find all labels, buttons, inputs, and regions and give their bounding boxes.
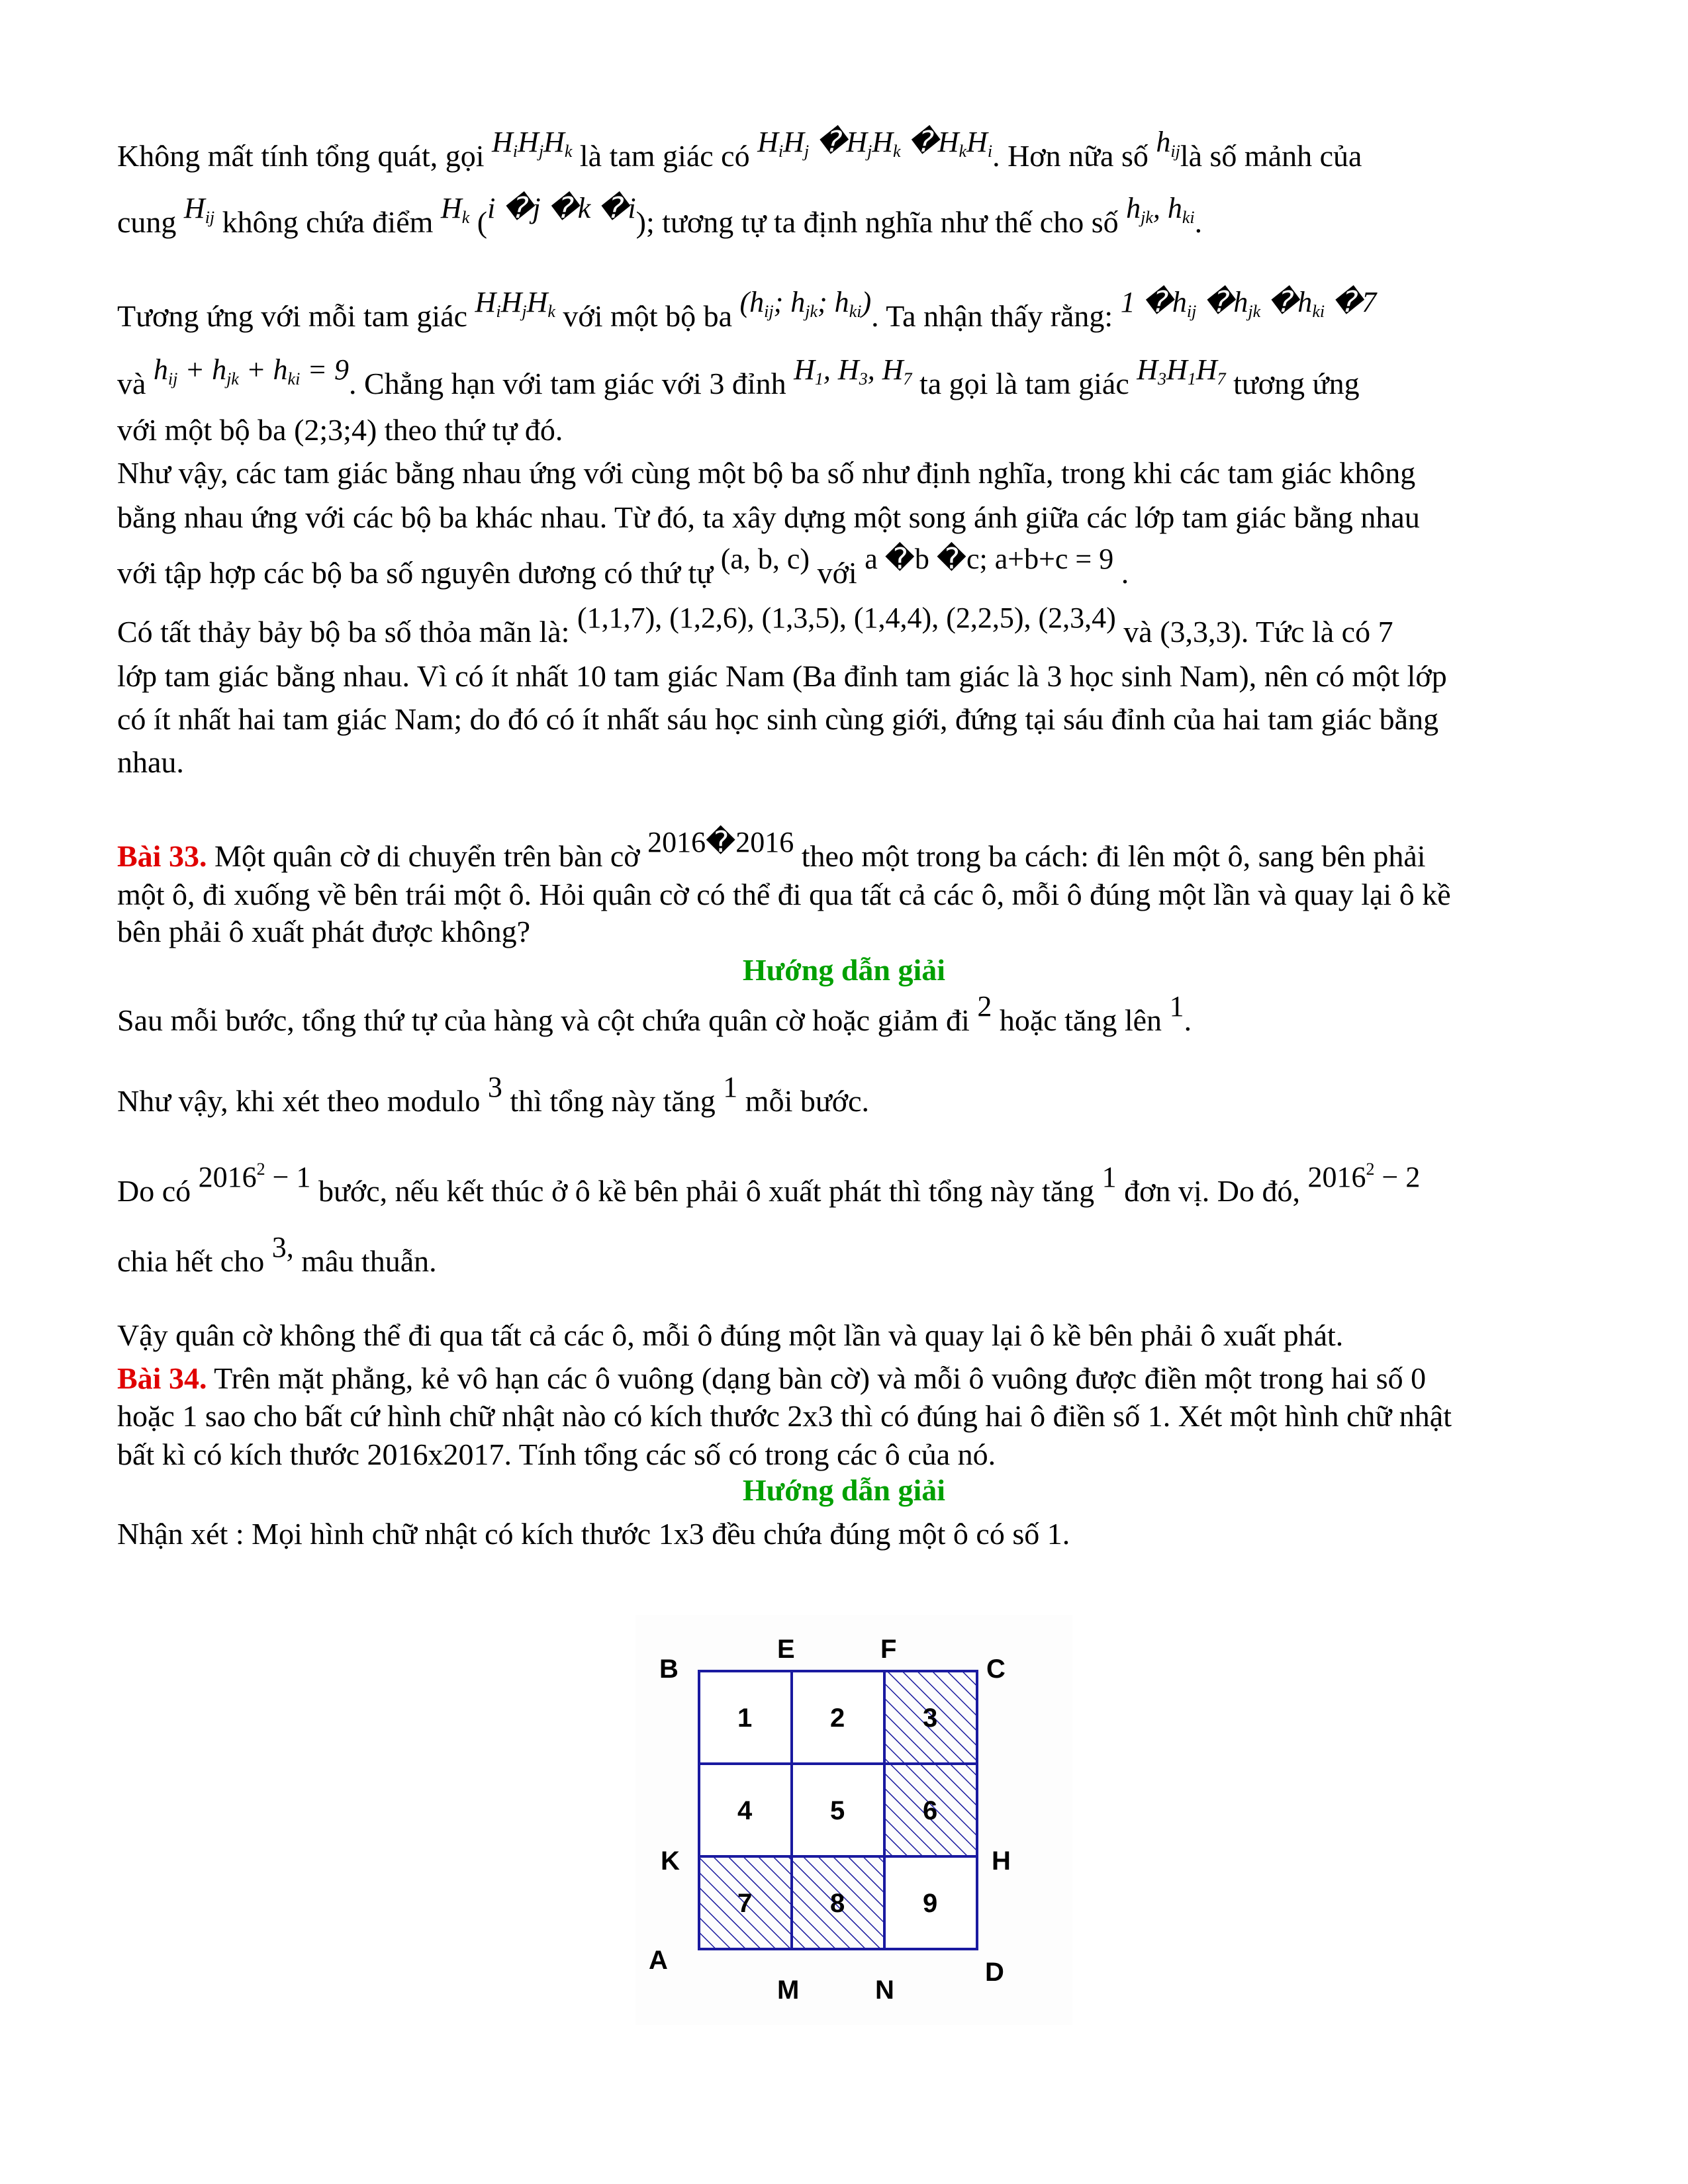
cell-number: 7 xyxy=(737,1889,753,1918)
label-A: A xyxy=(649,1946,668,1975)
text-segment: Có tất thảy bảy bộ ba số thỏa mãn là: xyxy=(117,615,577,649)
text-segment: đơn vị. Do đó, xyxy=(1116,1174,1308,1208)
text-segment: Không mất tính tổng quát, gọi xyxy=(117,139,492,173)
math-subscript xyxy=(1182,192,1195,227)
math-expression: H xyxy=(500,286,522,318)
subscript: 1 xyxy=(814,369,823,388)
text-segment: Sau mỗi bước, tổng thứ tự của hàng và cột chứa quân cờ hoặc giảm đi xyxy=(117,1003,978,1037)
text-segment: là tam giác có xyxy=(572,139,758,173)
problem-label: Bài 34. xyxy=(117,1361,207,1395)
subscript: i xyxy=(496,302,501,321)
text-segment: . Hơn nữa số xyxy=(992,139,1156,173)
text-segment: với xyxy=(810,556,865,590)
subscript: k xyxy=(893,142,901,161)
math-expression: H xyxy=(183,192,205,224)
subscript: ij xyxy=(1170,142,1180,161)
math-expression: H xyxy=(475,286,496,318)
text-line xyxy=(117,410,563,450)
text-line xyxy=(117,875,1451,915)
text-segment: . xyxy=(1194,205,1203,239)
subscript: ki xyxy=(1312,302,1325,321)
subscript: 7 xyxy=(1217,369,1226,388)
subscript: ki xyxy=(849,302,862,321)
text-segment: Trên mặt phẳng, kẻ vô hạn các ô vuông (dạng bàn cờ) và mỗi ô vuông được điền một trong hai số 0 xyxy=(207,1361,1427,1395)
math-subscript xyxy=(547,286,555,321)
superscript: 2 xyxy=(1366,1160,1375,1179)
text-segment: . Chẳng hạn với tam giác với 3 đỉnh xyxy=(349,367,794,400)
problem-label: Bài 33. xyxy=(117,839,207,873)
solution-heading-33: Hướng dẫn giải xyxy=(742,953,946,987)
subscript: ij xyxy=(764,302,774,321)
text-segment: chia hết cho xyxy=(117,1244,272,1278)
text-segment: nhau. xyxy=(117,745,184,779)
subscript: k xyxy=(461,208,470,227)
math-expression: − 2 xyxy=(1374,1161,1421,1193)
label-K: K xyxy=(661,1846,680,1876)
subscript: jk xyxy=(1248,302,1261,321)
math-subscript xyxy=(1217,353,1226,386)
math-expression: , h xyxy=(1152,192,1182,224)
subscript: j xyxy=(867,142,872,161)
math-subscript xyxy=(987,126,993,161)
text-line xyxy=(117,498,1420,537)
subscript: j xyxy=(522,302,527,321)
math-expression: ; h xyxy=(818,286,849,318)
text-segment: . xyxy=(1113,556,1129,590)
math-expression: 1 xyxy=(1102,1161,1117,1193)
math-subscript xyxy=(1186,286,1197,321)
text-segment: lớp tam giác bằng nhau. Vì có ít nhất 10 tam giác Nam (Ba đỉnh tam giác là 3 học sinh Nam), nên có một lớp xyxy=(117,659,1447,693)
subscript: i xyxy=(512,142,518,161)
text-line xyxy=(117,286,1377,346)
math-subscript xyxy=(512,126,518,161)
math-expression: h xyxy=(1156,126,1171,158)
math-expression: h xyxy=(1126,192,1141,224)
math-superscript xyxy=(257,1161,265,1193)
math-expression: �h xyxy=(1260,286,1313,318)
text-line xyxy=(117,1160,1421,1212)
text-line xyxy=(117,1231,437,1282)
text-line xyxy=(117,126,1362,186)
math-expression: H xyxy=(1166,353,1188,386)
math-expression: �H xyxy=(900,126,959,158)
text-segment: là số mảnh của xyxy=(1180,139,1362,173)
math-subscript xyxy=(288,353,301,386)
math-subscript xyxy=(496,286,501,321)
text-line xyxy=(117,1435,996,1475)
math-expression: (a, b, c) xyxy=(720,543,810,575)
math-expression: �7 xyxy=(1325,286,1377,318)
math-subscript xyxy=(893,126,901,161)
text-segment: một ô, đi xuống về bên trái một ô. Hỏi quân cờ có thể đi qua tất cả các ô, mỗi ô đúng một lần và quay lại ô kề xyxy=(117,878,1451,911)
text-segment: ( xyxy=(469,205,488,239)
text-line xyxy=(117,1359,1426,1398)
math-expression: 3, xyxy=(271,1231,294,1263)
subscript: jk xyxy=(226,369,239,388)
subscript: 3 xyxy=(859,369,868,388)
subscript: j xyxy=(804,142,810,161)
label-C: C xyxy=(986,1655,1006,1684)
math-expression: (1,1,7), (1,2,6), (1,3,5), (1,4,4), (2,2,5), (2,3,4) xyxy=(577,602,1116,634)
text-line xyxy=(117,1071,870,1122)
text-segment: Do có xyxy=(117,1174,199,1208)
subscript: k xyxy=(564,142,573,161)
subscript: k xyxy=(547,302,555,321)
math-subscript xyxy=(1248,286,1261,321)
math-expression: 2016 xyxy=(1307,1161,1366,1193)
math-expression: H xyxy=(794,353,815,386)
text-segment: tương ứng xyxy=(1225,367,1360,400)
cell-number: 9 xyxy=(923,1889,938,1918)
text-line xyxy=(117,543,1129,594)
text-segment: mỗi bước. xyxy=(737,1084,870,1118)
subscript: ki xyxy=(1182,208,1195,227)
subscript: j xyxy=(538,142,544,161)
text-segment: Như vậy, các tam giác bằng nhau ứng với cùng một bộ ba số như định nghĩa, trong khi các tam giác không xyxy=(117,456,1416,490)
math-expression: H xyxy=(526,286,548,318)
math-expression: H xyxy=(783,126,804,158)
math-expression: + h xyxy=(238,353,288,386)
math-subscript xyxy=(805,286,818,321)
math-subscript xyxy=(903,353,912,386)
text-segment: . Ta nhận thấy rằng: xyxy=(871,299,1121,333)
text-line xyxy=(117,657,1447,696)
cell-number: 1 xyxy=(737,1704,753,1733)
label-D: D xyxy=(985,1958,1004,1987)
math-subscript xyxy=(849,286,862,321)
text-line xyxy=(117,912,530,952)
math-subscript xyxy=(461,192,470,227)
math-subscript xyxy=(226,353,239,386)
text-line xyxy=(117,1316,1343,1355)
math-subscript xyxy=(538,126,544,161)
text-line xyxy=(117,990,1192,1041)
text-segment: mâu thuẫn. xyxy=(293,1244,437,1278)
text-segment: ); tương tự ta định nghĩa như thế cho số xyxy=(635,205,1127,239)
math-subscript xyxy=(1312,286,1325,321)
math-expression: �h xyxy=(1196,286,1248,318)
math-expression: h xyxy=(153,353,168,386)
math-expression: − 1 xyxy=(265,1161,311,1193)
text-segment: Như vậy, khi xét theo modulo xyxy=(117,1084,488,1118)
math-subscript xyxy=(205,192,215,227)
text-segment: hoặc tăng lên xyxy=(992,1003,1170,1037)
math-expression: a �b �c; a+b+c = 9 xyxy=(865,543,1114,575)
label-H: H xyxy=(992,1846,1011,1876)
subscript: ij xyxy=(167,369,178,388)
math-expression: , H xyxy=(823,353,859,386)
cell-number: 8 xyxy=(830,1889,845,1918)
text-segment: cung xyxy=(117,205,184,239)
text-line xyxy=(117,1514,1070,1554)
math-expression: H xyxy=(757,126,778,158)
cell-number: 5 xyxy=(830,1796,845,1825)
text-segment: theo một trong ba cách: đi lên một ô, sang bên phải xyxy=(794,839,1426,873)
cell-number: 4 xyxy=(737,1796,753,1825)
text-segment: . xyxy=(1184,1003,1192,1037)
math-expression: H xyxy=(440,192,462,224)
math-subscript xyxy=(564,126,573,161)
text-line xyxy=(117,826,1426,877)
text-segment: bên phải ô xuất phát được không? xyxy=(117,915,531,948)
text-line xyxy=(117,453,1415,493)
math-subscript xyxy=(1188,353,1196,386)
math-expression: , H xyxy=(867,353,904,386)
text-segment: không chứa điểm xyxy=(214,205,441,239)
text-line xyxy=(117,700,1438,739)
subscript: ki xyxy=(287,369,301,388)
text-segment: Nhận xét : Mọi hình chữ nhật có kích thước 1x3 đều chứa đúng một ô có số 1. xyxy=(117,1517,1070,1551)
text-segment: ta gọi là tam giác xyxy=(912,367,1137,400)
text-line xyxy=(117,743,184,782)
text-segment: với một bộ ba (2;3;4) theo thứ tự đó. xyxy=(117,413,563,447)
label-F: F xyxy=(880,1635,897,1664)
cell-number: 3 xyxy=(923,1704,938,1733)
math-expression: 2016 xyxy=(198,1161,257,1193)
cell-number: 6 xyxy=(923,1796,938,1825)
subscript: ij xyxy=(205,208,215,227)
text-segment: thì tổng này tăng xyxy=(502,1084,724,1118)
math-expression: 2016�2016 xyxy=(647,826,794,858)
math-subscript xyxy=(959,126,967,161)
subscript: 1 xyxy=(1187,369,1196,388)
grid-figure xyxy=(635,1615,1072,2025)
text-segment: và (3,3,3). Tức là có 7 xyxy=(1115,615,1393,649)
math-expression: H xyxy=(1196,353,1217,386)
text-line xyxy=(117,1396,1452,1436)
subscript: i xyxy=(987,142,993,161)
text-segment: và xyxy=(117,367,154,400)
math-subscript xyxy=(1170,126,1180,161)
math-expression: ; h xyxy=(773,286,806,318)
text-segment: với một bộ ba xyxy=(555,299,740,333)
math-expression: + h xyxy=(177,353,227,386)
math-superscript xyxy=(1366,1161,1375,1193)
label-N: N xyxy=(875,1976,894,2005)
math-expression: 1 xyxy=(723,1071,738,1103)
text-segment: Một quân cờ di chuyển trên bàn cờ xyxy=(207,839,648,873)
text-segment: bước, nếu kết thúc ở ô kề bên phải ô xuất phát thì tổng này tăng xyxy=(310,1174,1102,1208)
text-segment: Vậy quân cờ không thể đi qua tất cả các ô, mỗi ô đúng một lần và quay lại ô kề bên phải ô xuất phát. xyxy=(117,1318,1344,1352)
subscript: i xyxy=(778,142,784,161)
subscript: jk xyxy=(1141,208,1153,227)
text-segment: có ít nhất hai tam giác Nam; do đó có ít nhất sáu học sinh cùng giới, đứng tại sáu đỉnh của hai tam giác bằng xyxy=(117,702,1439,736)
math-expression: 3 xyxy=(487,1071,502,1103)
math-expression: H xyxy=(492,126,513,158)
math-subscript xyxy=(1158,353,1166,386)
text-line xyxy=(117,353,1360,414)
cell-number: 2 xyxy=(830,1704,845,1733)
text-segment: hoặc 1 sao cho bất cứ hình chữ nhật nào có kích thước 2x3 thì có đúng hai ô điền số 1. Xét một hình chữ nhật xyxy=(117,1399,1452,1433)
grid-diagram xyxy=(635,1615,1072,2025)
math-expression: H xyxy=(1137,353,1158,386)
math-subscript xyxy=(859,353,868,386)
math-expression: 1 �h xyxy=(1120,286,1187,318)
math-subscript xyxy=(1141,192,1153,227)
subscript: ij xyxy=(1186,302,1197,321)
math-expression: H xyxy=(518,126,539,158)
math-expression: H xyxy=(543,126,565,158)
label-M: M xyxy=(777,1976,800,2005)
solution-heading-34: Hướng dẫn giải xyxy=(742,1473,946,1507)
subscript: 3 xyxy=(1158,369,1167,388)
math-expression: 2 xyxy=(977,990,992,1023)
math-expression: 1 xyxy=(1169,990,1184,1023)
math-subscript xyxy=(764,286,774,321)
math-expression: i �j �k �i xyxy=(487,192,636,224)
math-subscript xyxy=(522,286,527,321)
math-subscript xyxy=(815,353,823,386)
text-segment: với tập hợp các bộ ba số nguyên dương có thứ tự xyxy=(117,556,721,590)
text-line xyxy=(117,192,1203,252)
label-B: B xyxy=(659,1655,679,1684)
text-line xyxy=(117,602,1393,653)
subscript: jk xyxy=(805,302,818,321)
subscript: k xyxy=(959,142,967,161)
text-segment: Tương ứng với mỗi tam giác xyxy=(117,299,475,333)
superscript: 2 xyxy=(256,1160,265,1179)
math-expression: ) xyxy=(861,286,872,318)
math-subscript xyxy=(168,353,177,386)
text-segment: bằng nhau ứng với các bộ ba khác nhau. Từ đó, ta xây dựng một song ánh giữa các lớp tam giác bằng nhau xyxy=(117,500,1420,534)
math-expression: H xyxy=(872,126,894,158)
label-E: E xyxy=(777,1635,795,1664)
text-segment: bất kì có kích thước 2016x2017. Tính tổng các số có trong các ô của nó. xyxy=(117,1437,996,1471)
subscript: 7 xyxy=(903,369,912,388)
math-expression: = 9 xyxy=(300,353,350,386)
math-expression: (h xyxy=(739,286,765,318)
math-expression: H xyxy=(966,126,988,158)
math-expression: �H xyxy=(809,126,868,158)
